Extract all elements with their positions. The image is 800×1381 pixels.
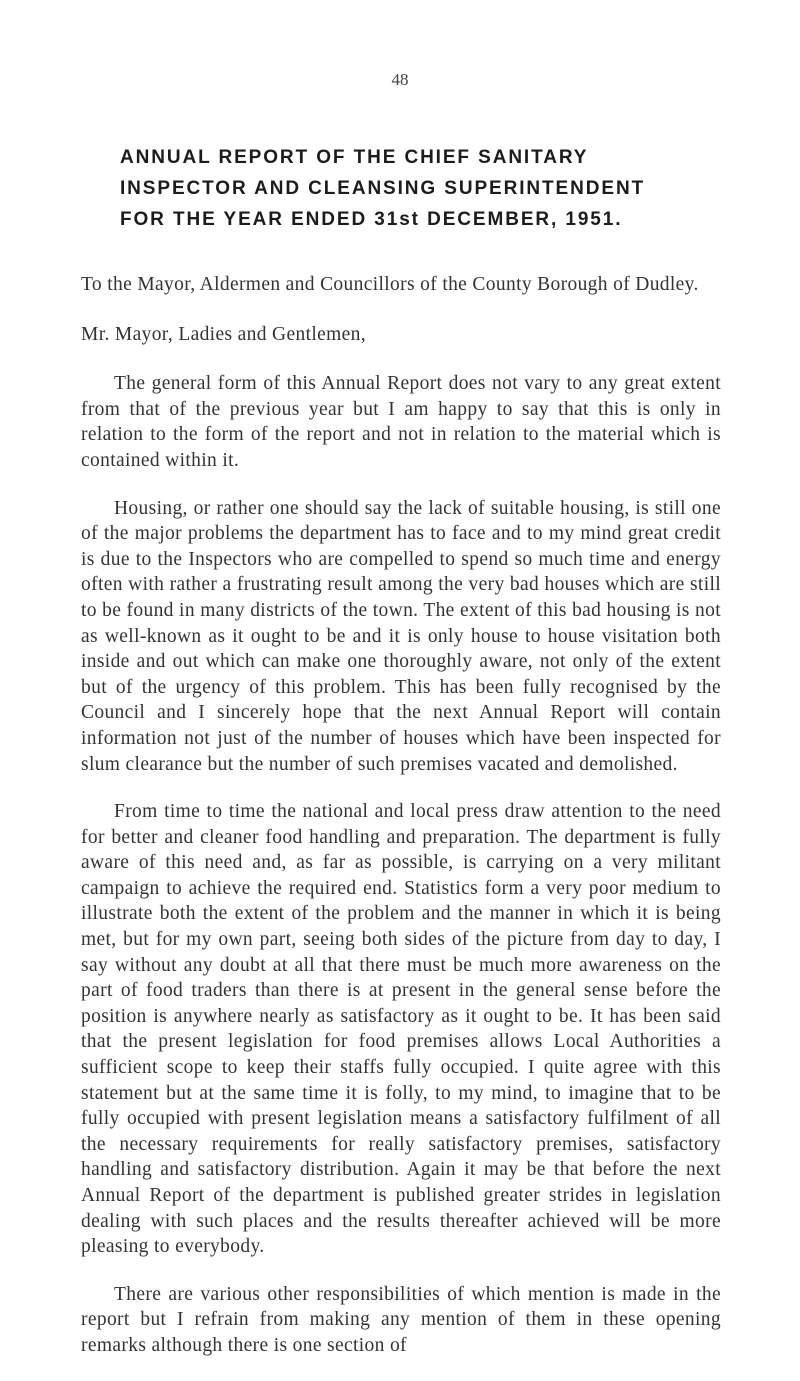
paragraph-housing: Housing, or rather one should say the lack of suitable housing, is still one of the major problems the department has to face and to my mind great credit is due to the Inspectors who are compelled to spend so much time and energy often with rather a frustrating result among the very bad houses which are still to be found in many districts of the town. The extent of this bad housing is not as well-known as it ought to be and it is only house to house visitation both inside and out which can make one thoroughly aware, not only of the extent but of the urgency of this problem. This has been fully recognised by the Council and I sincerely hope that the next Annual Report will contain information not just of the number of houses which have been inspected for slum clearance but the number of such premises vacated and demolished. bbox=[81, 497, 721, 775]
heading-line-2: INSPECTOR AND CLEANSING SUPERINTENDENT bbox=[120, 178, 646, 199]
paragraph-other-responsibilities: There are various other responsibilities of which mention is made in the report but I refrain from making any mention of them in these opening remarks although there is one section of bbox=[81, 1283, 721, 1356]
page-number: 48 bbox=[391, 70, 409, 89]
report-body bbox=[81, 272, 721, 1381]
heading-line-1: ANNUAL REPORT OF THE CHIEF SANITARY bbox=[120, 147, 589, 168]
paragraph-general-form: The general form of this Annual Report does not vary to any great extent from that of the previous year but I am happy to say that this is only in relation to the form of the report and not in relation to the material which is contained within it. bbox=[81, 373, 721, 471]
heading-line-3: FOR THE YEAR ENDED 31st DECEMBER, 1951. bbox=[120, 209, 623, 230]
report-heading bbox=[120, 142, 700, 235]
address-line: To the Mayor, Aldermen and Councillors of the County Borough of Dudley. bbox=[81, 274, 699, 295]
salutation: Mr. Mayor, Ladies and Gentlemen, bbox=[81, 323, 366, 345]
paragraph-food-handling: From time to time the national and local press draw attention to the need for better and cleaner food handling and preparation. The department is fully aware of this need and, as far as possible, is carrying on a very militant campaign to achieve the required end. Statistics form a very poor medium to illustrate both the extent of the problem and the manner in which it is being met, but for my own part, seeing both sides of the picture from day to day, I say without any doubt at all that there must be much more awareness on the part of food traders than there is at present in the general sense before the position is anywhere nearly as satisfactory as it ought to be. It has been said that the present legislation for food premises allows Local Authorities a sufficient scope to keep their staffs fully occupied. I quite agree with this statement but at the same time it is folly, to my mind, to imagine that to be fully occupied with present legislation means a satisfactory fulfilment of all the necessary requirements for really satisfactory premises, satisfactory handling and satisfactory distribution. Again it may be that before the next Annual Report of the department is published greater strides in legislation dealing with such places and the results thereafter achieved will be more pleasing to everybody. bbox=[81, 801, 721, 1258]
